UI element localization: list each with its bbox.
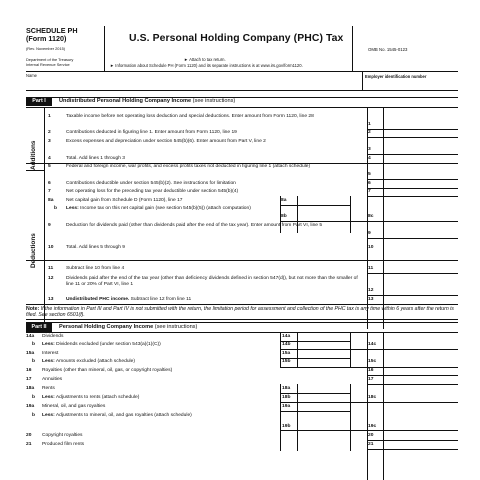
line-19c-amount[interactable] xyxy=(384,403,458,430)
part-2-title: Personal Holding Company Income xyxy=(59,323,154,330)
line-17-amount[interactable] xyxy=(384,376,458,384)
line-8b-amount[interactable] xyxy=(298,212,350,220)
part-1-note xyxy=(26,306,458,318)
line-11-amount[interactable] xyxy=(384,263,458,273)
form-number: (Form 1120) xyxy=(26,34,67,43)
part-2-badge: Part II xyxy=(26,323,52,332)
line-2-amount[interactable] xyxy=(384,129,458,137)
name-label: Name xyxy=(26,73,37,78)
line-9-amount[interactable] xyxy=(384,229,458,238)
part-1-title: Undistributed Personal Holding Company Income xyxy=(59,98,192,104)
ein-field[interactable] xyxy=(366,80,456,89)
line-4-amount[interactable] xyxy=(384,155,458,162)
line-5-amount[interactable] xyxy=(384,170,458,179)
agency: Internal Revenue Service xyxy=(26,61,70,67)
omb-number: OMB No. 1545-0123 xyxy=(368,47,408,52)
line-7-amount[interactable] xyxy=(384,188,458,196)
line-18a-amount[interactable] xyxy=(298,385,350,393)
line-1-amount[interactable] xyxy=(384,119,458,128)
additions-side-label: Additions xyxy=(30,140,37,170)
line-15c-amount[interactable] xyxy=(384,350,458,367)
line-16-amount[interactable] xyxy=(384,368,458,375)
part-1-header xyxy=(26,97,458,106)
line-19b-amount[interactable] xyxy=(298,422,350,430)
line-6-amount[interactable] xyxy=(384,180,458,188)
attach-instruction: ► Attach to tax return. xyxy=(184,57,226,62)
line-14a-amount[interactable] xyxy=(298,333,350,341)
part-2-header xyxy=(26,323,458,332)
part-1-badge: Part I xyxy=(26,97,52,106)
part-1-title-note: (see instructions) xyxy=(192,98,236,104)
line-18c-amount[interactable] xyxy=(384,385,458,402)
line-3-amount[interactable] xyxy=(384,145,458,154)
line-15b-amount[interactable] xyxy=(298,359,350,367)
line-12-amount[interactable] xyxy=(384,285,458,295)
line-19a-amount[interactable] xyxy=(298,403,350,411)
line-8c-amount[interactable] xyxy=(384,212,458,220)
line-21-amount[interactable] xyxy=(384,441,458,449)
line-10-amount[interactable] xyxy=(384,243,458,259)
line-14c-amount[interactable] xyxy=(384,333,458,349)
note-label: Note: xyxy=(26,306,40,312)
note-text: If the information in Part III and Part IV is not submitted with the return, the limitation period for assessment and collection of the PHC tax is any time within 6 years after the return is filed. See section 6501(f). xyxy=(26,306,454,318)
info-instruction: ► Information about Schedule PH (Form 1120) and its separate instructions is at www.irs.gov/form1120. xyxy=(110,63,303,68)
department: Department of the Treasury xyxy=(26,57,74,62)
line-8a-amount[interactable] xyxy=(298,197,350,205)
line-15a-amount[interactable] xyxy=(298,350,350,358)
name-field[interactable] xyxy=(28,80,358,89)
form-title: U.S. Personal Holding Company (PHC) Tax xyxy=(129,33,344,44)
line-20-amount[interactable] xyxy=(384,431,458,440)
revision-date: (Rev. November 2015) xyxy=(26,46,66,51)
line-18b-amount[interactable] xyxy=(298,394,350,402)
part-2-title-note: (see instructions) xyxy=(154,323,198,330)
schedule-name: SCHEDULE PH xyxy=(26,26,78,35)
ein-label: Employer identification number xyxy=(365,74,427,79)
line-14b-amount[interactable] xyxy=(298,342,350,349)
deductions-side-label: Deductions xyxy=(30,233,37,268)
line-13-amount[interactable] xyxy=(384,296,458,303)
